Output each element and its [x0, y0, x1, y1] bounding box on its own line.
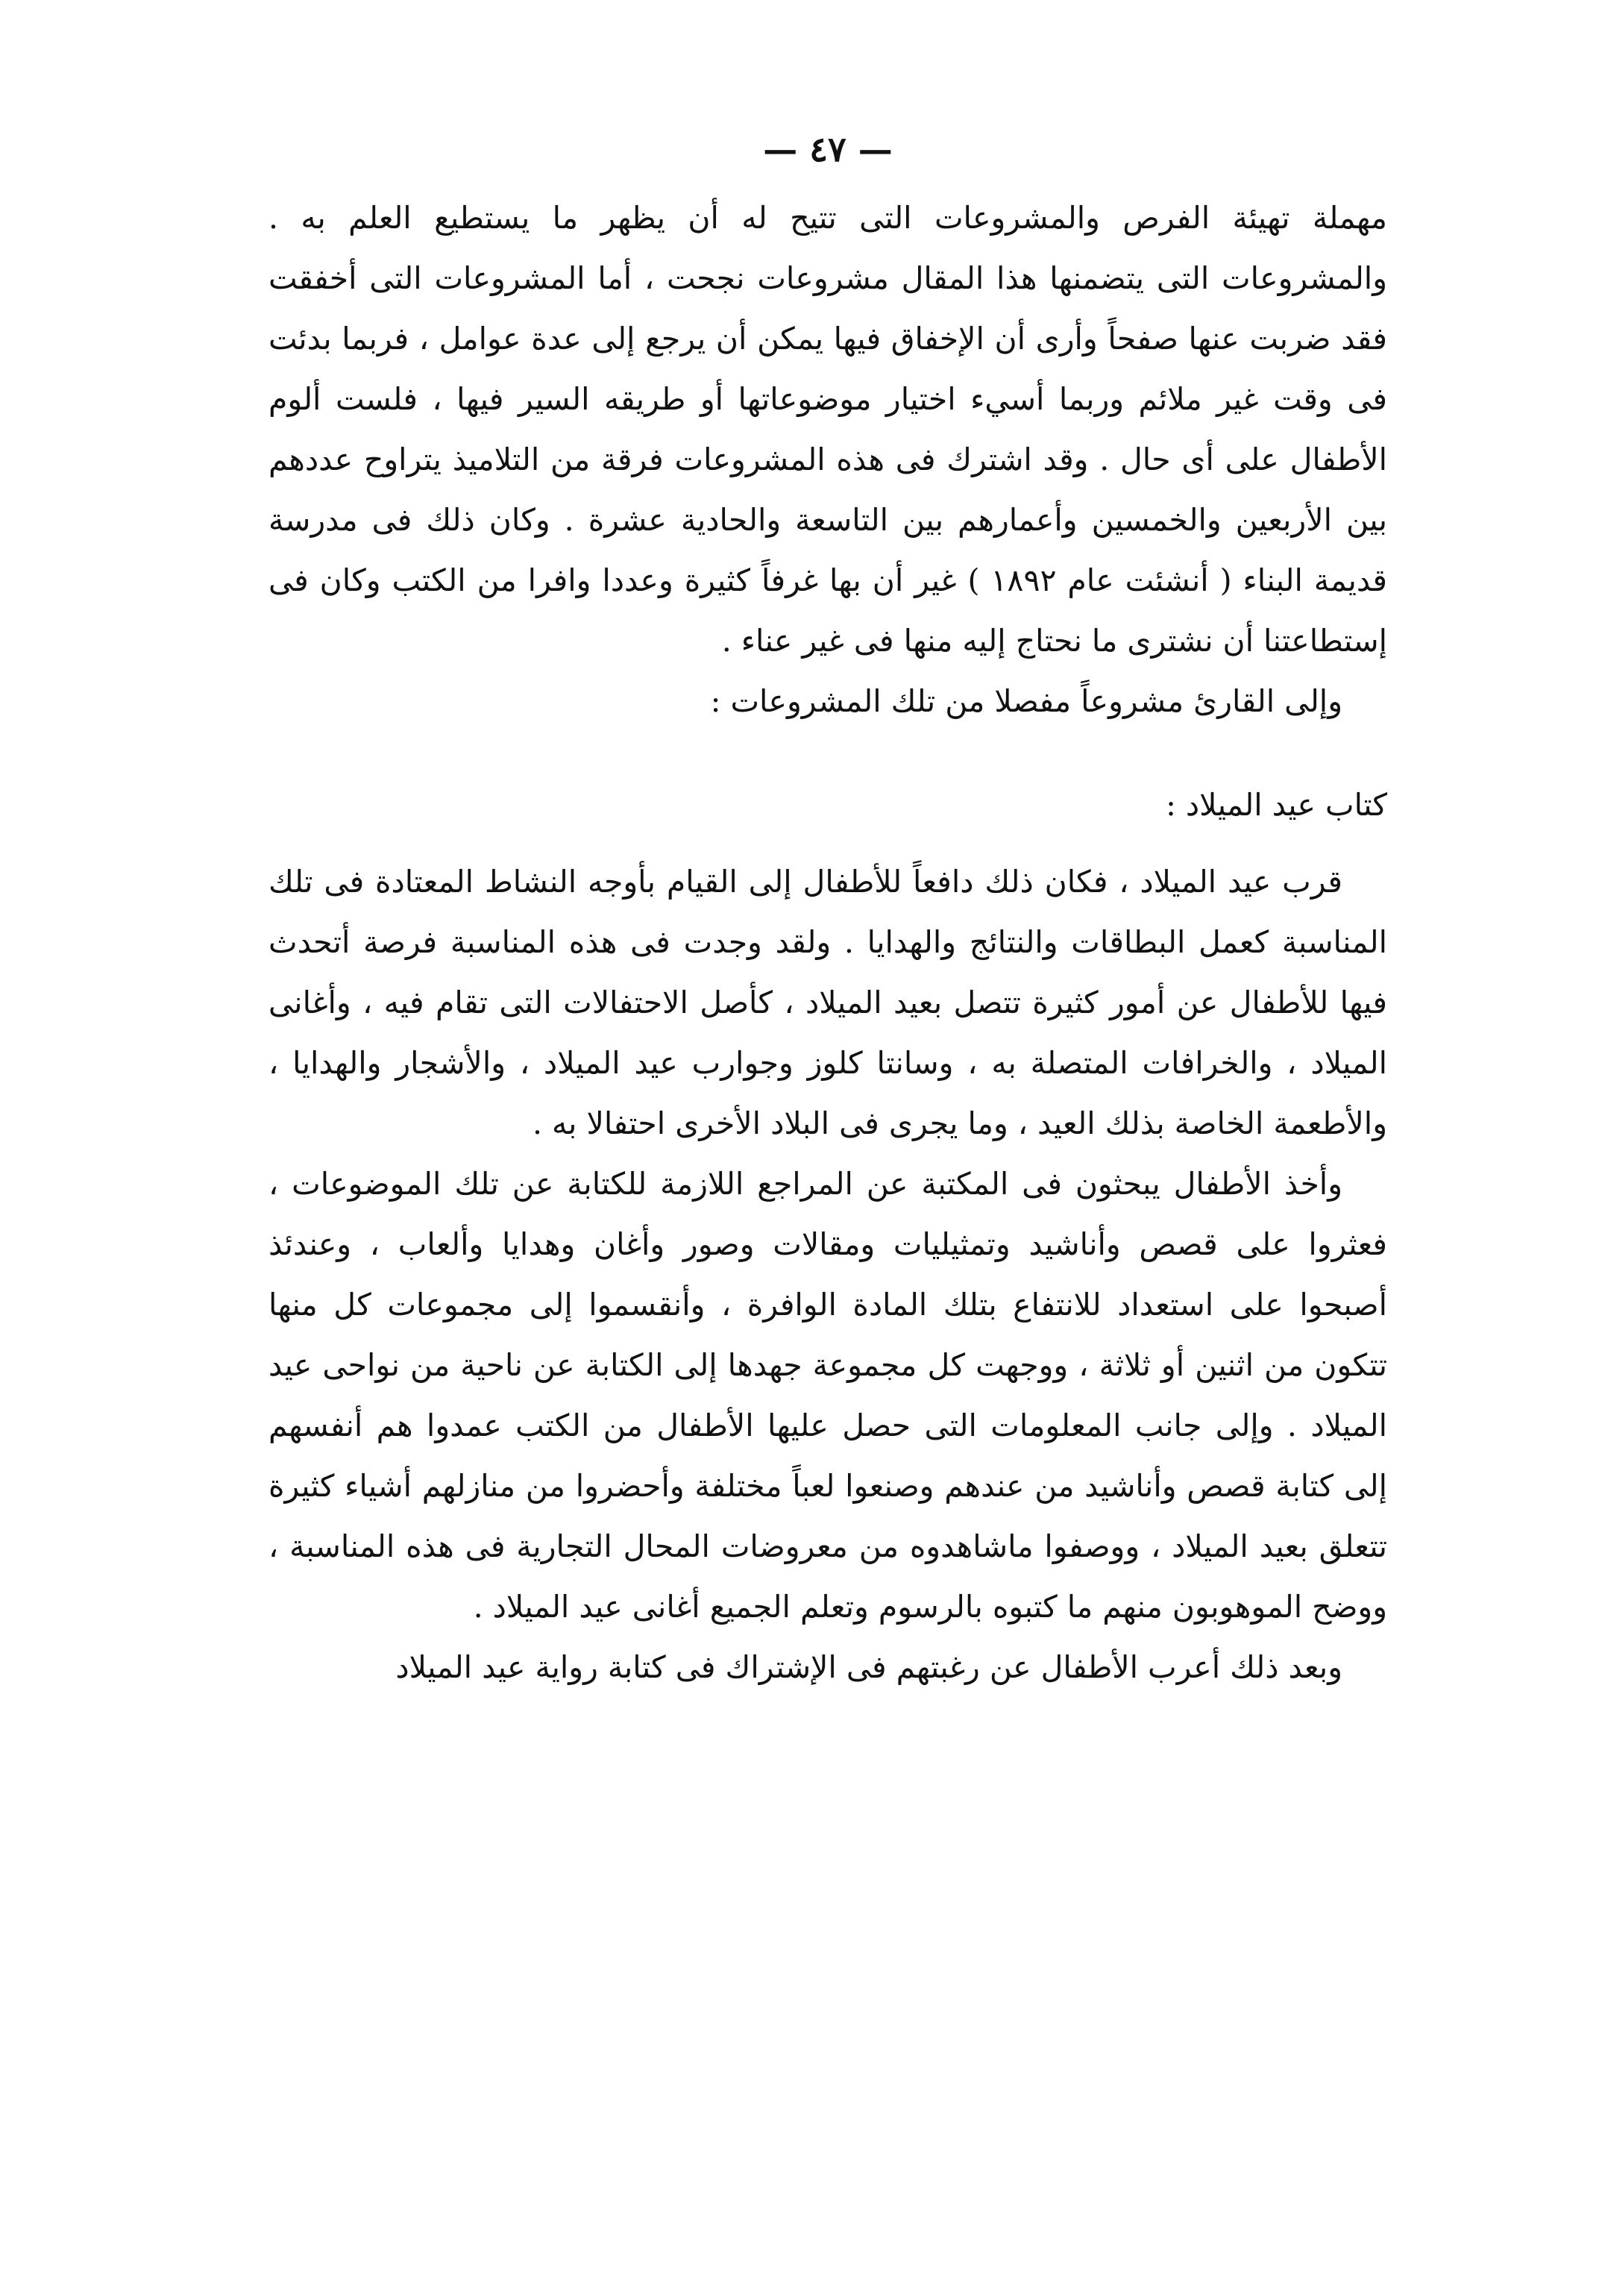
paragraph-3: وبعد ذلك أعرب الأطفال عن رغبتهم فى الإشتراك فى كتابة رواية عيد الميلاد [395, 1649, 1342, 1685]
document-body [268, 188, 1387, 1698]
lead-line: وإلى القارئ مشروعاً مفصلا من تلك المشروعات : [710, 683, 1342, 719]
paragraph-1: قرب عيد الميلاد ، فكان ذلك دافعاً للأطفال إلى القيام بأوجه النشاط المعتادة فى تلك المناسبة كعمل البطاقات والنتائج والهدايا . ولقد وجدت فى هذه المناسبة فرصة أتحدث فيها للأطفال عن أمور كثيرة تتصل بعيد الميلاد ، كأصل الاحتفالات التى تقام فيه ، وأغانى الميلاد ، والخرافات المتصلة به ، وسانتا كلوز وجوارب عيد الميلاد ، والأشجار والهدايا ، والأطعمة الخاصة بذلك العيد ، وما يجرى فى البلاد الأخرى احتفالا به . [268, 864, 1387, 1141]
document-page [268, 127, 1387, 2201]
section-heading: كتاب عيد الميلاد : [1166, 787, 1387, 823]
paragraph-2: وأخذ الأطفال يبحثون فى المكتبة عن المراجع اللازمة للكتابة عن تلك الموضوعات ، فعثروا على قصص وأناشيد وتمثيليات ومقالات وصور وأغان وهدايا وألعاب ، وعندئذ أصبحوا على استعداد للانتفاع بتلك المادة الوافرة ، وأنقسموا إلى مجموعات كل منها تتكون من اثنين أو ثلاثة ، ووجهت كل مجموعة جهدها إلى الكتابة عن ناحية من نواحى عيد الميلاد . وإلى جانب المعلومات التى حصل عليها الأطفال من الكتب عمدوا هم أنفسهم إلى كتابة قصص وأناشيد من عندهم وصنعوا لعباً مختلفة وأحضروا من منازلهم أشياء كثيرة تتعلق بعيد الميلاد ، ووصفوا ماشاهدوه من معروضات المحال التجارية فى هذه المناسبة ، ووضح الموهوبون منهم ما كتبوه بالرسوم وتعلم الجميع أغانى عيد الميلاد . [268, 1166, 1387, 1625]
page-number: — ٤٧ — [763, 129, 893, 169]
intro-paragraph: مهملة تهيئة الفرص والمشروعات التى تتيح له أن يظهر ما يستطيع العلم به . والمشروعات التى يتضمنها هذا المقال مشروعات نجحت ، أما المشروعات التى أخفقت فقد ضربت عنها صفحاً وأرى أن الإخفاق فيها يمكن أن يرجع إلى عدة عوامل ، فربما بدئت فى وقت غير ملائم وربما أسيء اختيار موضوعاتها أو طريقه السير فيها ، فلست ألوم الأطفال على أى حال . وقد اشترك فى هذه المشروعات فرقة من التلاميذ يتراوح عددهم بين الأربعين والخمسين وأعمارهم بين التاسعة والحادية عشرة . وكان ذلك فى مدرسة قديمة البناء ( أنشئت عام ١٨٩٢ ) غير أن بها غرفاً كثيرة وعددا وافرا من الكتب وكان فى إستطاعتنا أن نشترى ما نحتاج إليه منها فى غير عناء . [268, 200, 1387, 659]
